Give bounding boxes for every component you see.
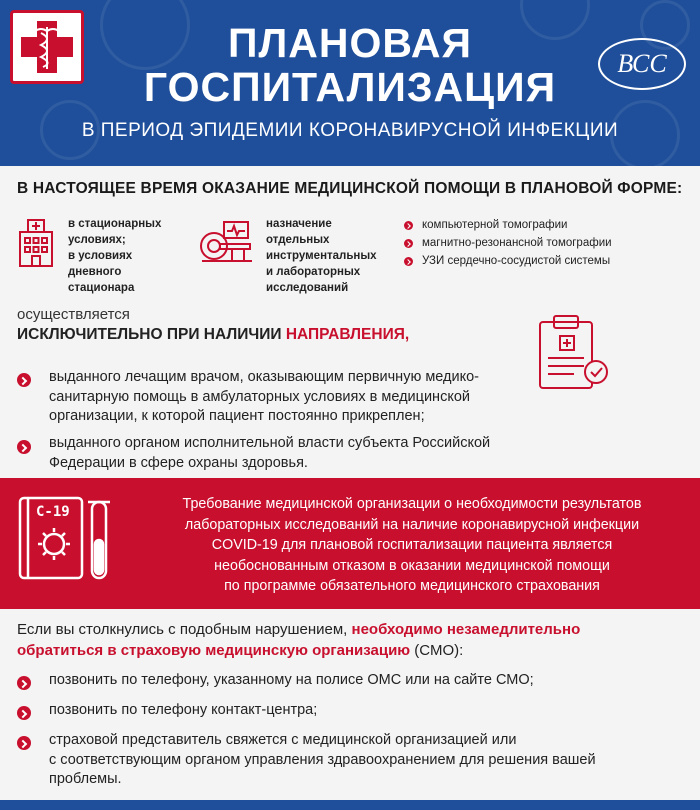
chevron-bullet-icon: [17, 706, 31, 720]
action-item: позвонить по телефону контакт-центра;: [49, 702, 318, 718]
chevron-bullet-icon: [404, 239, 413, 248]
chevron-bullet-icon: [17, 440, 31, 454]
covid-test-notice: [0, 478, 700, 609]
referral-option-authority: выданного органом исполнительной власти субъекта Российской Федерации в сфере охраны здоровья.: [49, 435, 491, 471]
violation-intro: Если вы столкнулись с подобным нарушением, необходимо незамедлительно обратиться в страховую медицинскую организацию (СМО):: [17, 621, 581, 659]
referral-heading: ИСКЛЮЧИТЕЛЬНО ПРИ НАЛИЧИИ НАПРАВЛЕНИЯ,: [17, 326, 410, 343]
vss-logo: ВСС: [598, 38, 686, 90]
chevron-bullet-icon: [17, 736, 31, 750]
section-title: В НАСТОЯЩЕЕ ВРЕМЯ ОКАЗАНИЕ МЕДИЦИНСКОЙ ПОМОЩИ В ПЛАНОВОЙ ФОРМЕ:: [17, 180, 683, 197]
list-item: магнитно-резонансной томографии: [404, 234, 612, 252]
covid-icon-label: C-19: [36, 504, 70, 520]
referral-option-doctor: выданного лечащим врачом, оказывающим первичную медико- санитарную помощь в амбулаторных условиях в медицинской организации, к которой пациент постоянно прикреплен;: [49, 369, 480, 424]
planned-care-section: [0, 166, 700, 478]
page-title-line1: ПЛАНОВАЯ: [228, 20, 472, 66]
notice-text: Требование медицинской организации о необходимости результатов лабораторных исследований на наличие коронавирусной инфекции COVID-19 для плановой госпитализации пациента является необоснованным отказом в оказании медицинской помощи по программе обязательного медицинского страхования: [182, 496, 642, 594]
list-item: компьютерной томографии: [404, 216, 612, 234]
page-title-line2: ГОСПИТАЛИЗАЦИЯ: [143, 64, 557, 110]
clipboard-icon: [536, 314, 616, 399]
chevron-bullet-icon: [404, 221, 413, 230]
violation-actions-section: [0, 609, 700, 800]
page-subtitle: В ПЕРИОД ЭПИДЕМИИ КОРОНАВИРУСНОЙ ИНФЕКЦИИ: [81, 120, 619, 141]
header-banner: [0, 0, 700, 166]
feature-inpatient: в стационарных условиях; в условиях дневного стационара: [68, 218, 162, 294]
action-item: позвонить по телефону, указанному на полисе ОМС или на сайте СМО;: [49, 672, 534, 688]
feature-diagnostics: назначение отдельных инструментальных и лабораторных исследований: [266, 218, 377, 294]
chevron-bullet-icon: [17, 373, 31, 387]
tomograph-icon: [198, 220, 254, 269]
action-item: страховой представитель свяжется с медицинской организацией или с соответствующим органом управления здравоохранением для решения вашей проблемы.: [49, 732, 596, 787]
footer-bar: [0, 800, 700, 810]
hospital-icon: [16, 218, 56, 273]
chevron-bullet-icon: [17, 676, 31, 690]
list-item: УЗИ сердечно-сосудистой системы: [404, 252, 612, 270]
studies-list: [404, 216, 612, 270]
chevron-bullet-icon: [404, 257, 413, 266]
performed-label: осуществляется: [17, 306, 130, 323]
